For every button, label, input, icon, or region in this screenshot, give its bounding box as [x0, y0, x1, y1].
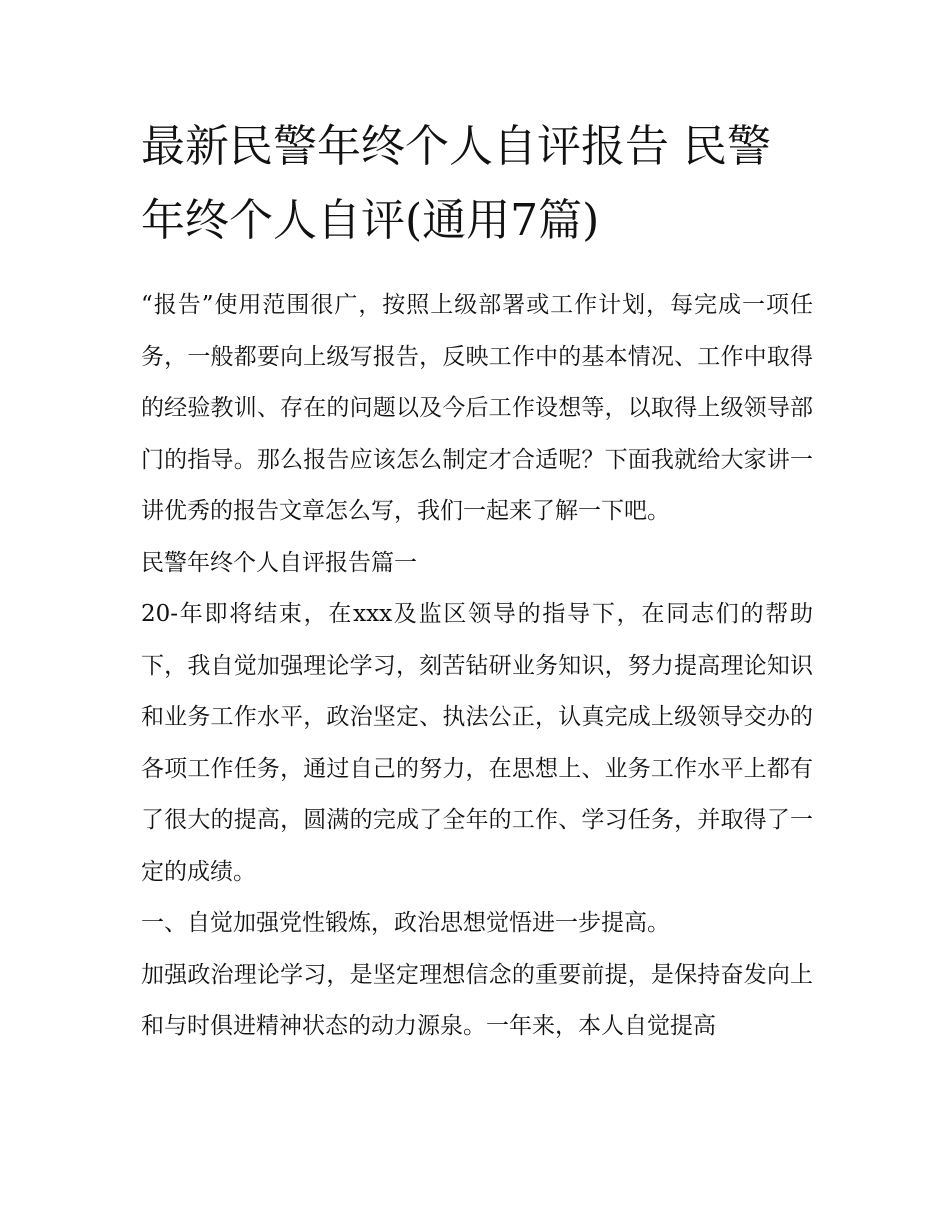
body-paragraph: 20-年即将结束，在xxx及监区领导的指导下，在同志们的帮助下，我自觉加强理论学习，刻苦钻研业务知识，努力提高理论知识和业务工作水平，政治坚定、执法公正，认真完成上级领导交办的各项工作任务，通过自己的努力，在思想上、业务工作水平上都有了很大的提高，圆满的完成了全年的工作、学习任务，并取得了一定的成绩。 [141, 601, 813, 885]
document-body [141, 110, 813, 1053]
section-heading-one: 一、自觉加强党性锻炼，政治思想觉悟进一步提高。 [141, 910, 670, 936]
document-title: 最新民警年终个人自评报告 民警年终个人自评(通用7篇) [141, 121, 771, 246]
intro-paragraph: “报告”使用范围很广，按照上级部署或工作计划，每完成一项任务，一般都要向上级写报告，反映工作中的基本情况、工作中取得的经验教训、存在的问题以及今后工作设想等，以取得上级领导部门的指导。那么报告应该怎么制定才合适呢？下面我就给大家讲一讲优秀的报告文章怎么写，我们一起来了解一下吧。 [141, 292, 813, 524]
body-paragraph: 加强政治理论学习，是坚定理想信念的重要前提，是保持奋发向上和与时俱进精神状态的动力源泉。一年来，本人自觉提高 [141, 961, 813, 1039]
section-heading-chapter-one: 民警年终个人自评报告篇一 [141, 549, 417, 576]
